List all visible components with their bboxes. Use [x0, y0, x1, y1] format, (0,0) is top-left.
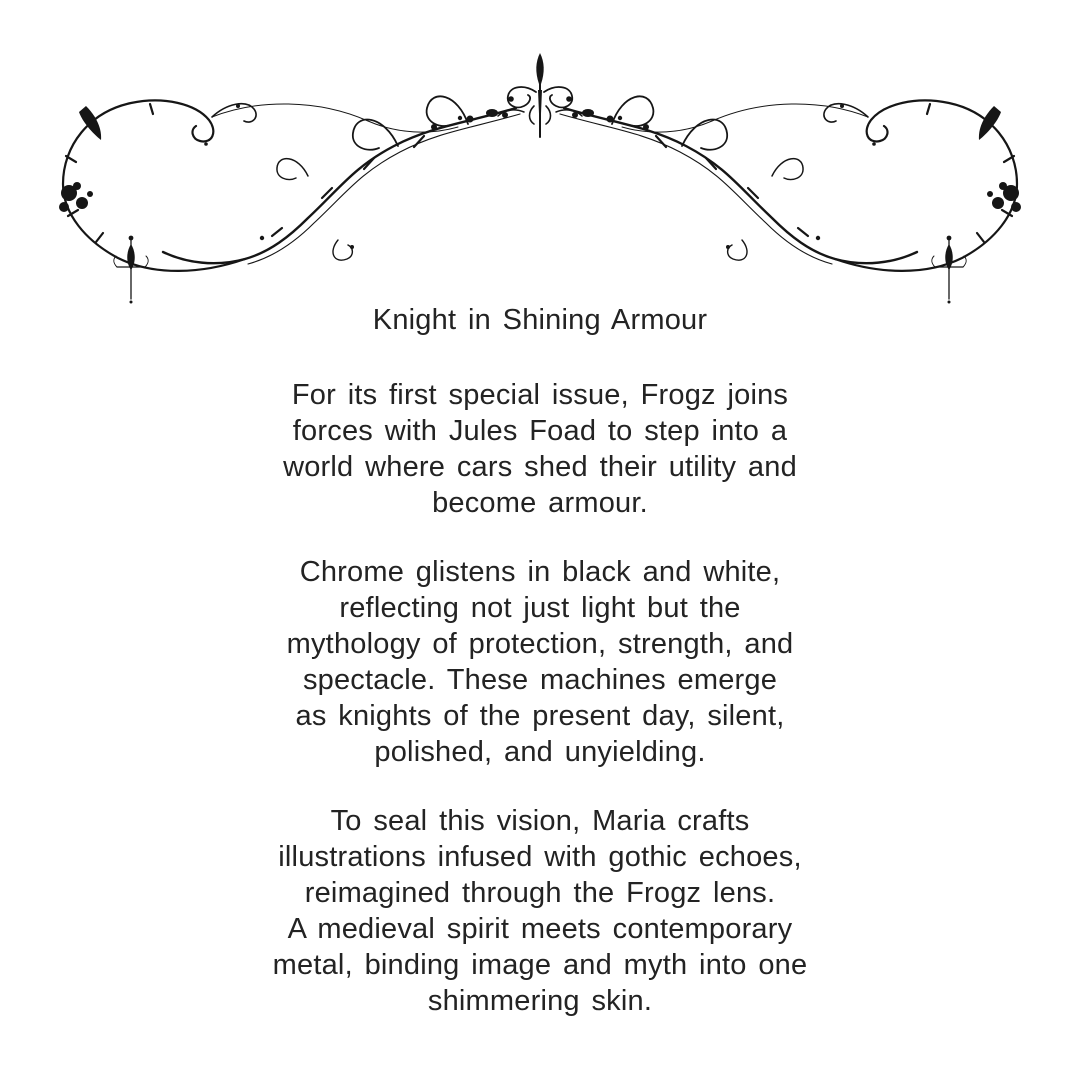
article-body [0, 377, 1080, 1019]
paragraph: For its first special issue, Frogz joins forces with Jules Foad to step into a world where cars shed their utility and become armour. [283, 379, 797, 519]
page-title: Knight in Shining Armour [372, 304, 708, 336]
baroque-flourish-icon [0, 0, 1080, 310]
paragraph: To seal this vision, Maria crafts illustrations infused with gothic echoes, reimagined through the Frogz lens. A medieval spirit meets contemporary metal, binding image and myth into one shimmering skin. [272, 805, 808, 1017]
fleur-de-lis-finial [498, 53, 582, 137]
paragraph: Chrome glistens in black and white, reflecting not just light but the mythology of protection, strength, and spectacle. These machines emerge as knights of the present day, silent, polished, and unyielding. [286, 556, 794, 768]
article [0, 302, 1080, 1019]
